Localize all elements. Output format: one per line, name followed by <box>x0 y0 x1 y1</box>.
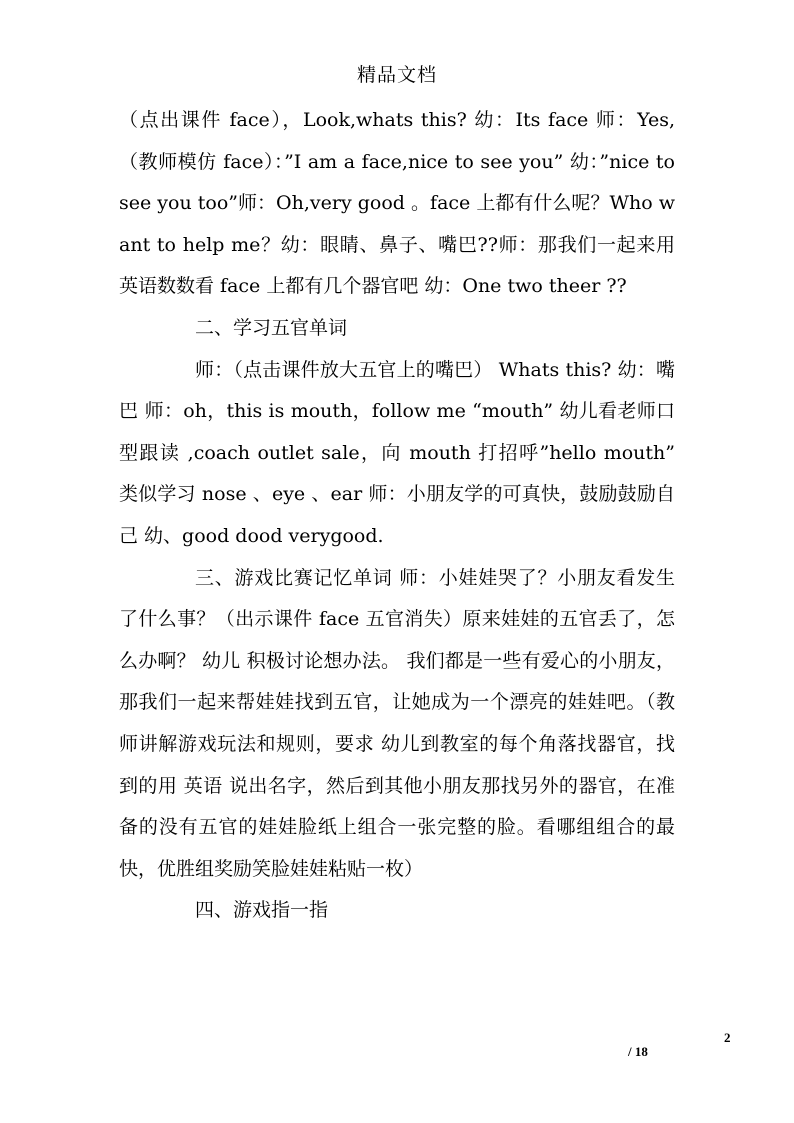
paragraph-section-2: 师：（点击课件放大五官上的嘴巴） Whats this? 幼：嘴巴 师：oh，this is mouth，follow me “mouth” 幼儿看老师口型跟读 ,coach outlet sale，向 mouth 打招呼”hello mouth” 类似学习 nose 、eye 、ear 师：小朋友学的可真快，鼓励鼓励自己 幼、good dood verygood. <box>119 358 675 547</box>
paragraph-intro: （点出课件 face），Look,whats this? 幼：Its face 师：Yes,（教师模仿 face）：”I am a face,nice to see you” 幼：”nice to see you too”师：Oh,very good 。face 上都有什么呢？Who want to help me？幼：眼睛、鼻子、嘴巴??师：那我们一起来用英语数数看 face 上都有几个器官吧 幼：One two theer ?? <box>119 109 675 298</box>
page-header-title: 精品文档 <box>356 64 437 86</box>
paragraph-section-3: 三、游戏比赛记忆单词 师：小娃娃哭了？小朋友看发生了什么事？（出示课件 face 五官消失）原来娃娃的五官丢了，怎么办啊？ 幼儿 积极讨论想办法。 我们都是一些有爱心的小朋友，那我们一起来帮娃娃找到五官，让她成为一个漂亮的娃娃吧。（教师讲解游戏玩法和规则，要求 幼儿到教室的每个角落找器官，找到的用 英语 说出名字，然后到其他小朋友那找另外的器官，在准备的没有五官的娃娃脸纸上组合一张完整的脸。看哪组组合的最快，优胜组奖励笑脸娃娃粘贴一枚） <box>119 566 675 880</box>
section-heading-2: 二、学习五官单词 <box>195 316 348 339</box>
page-total: / 18 <box>628 1044 648 1059</box>
document-body <box>119 100 675 932</box>
page-number: 2 <box>724 1030 731 1045</box>
section-heading-4: 四、游戏指一指 <box>195 899 329 922</box>
